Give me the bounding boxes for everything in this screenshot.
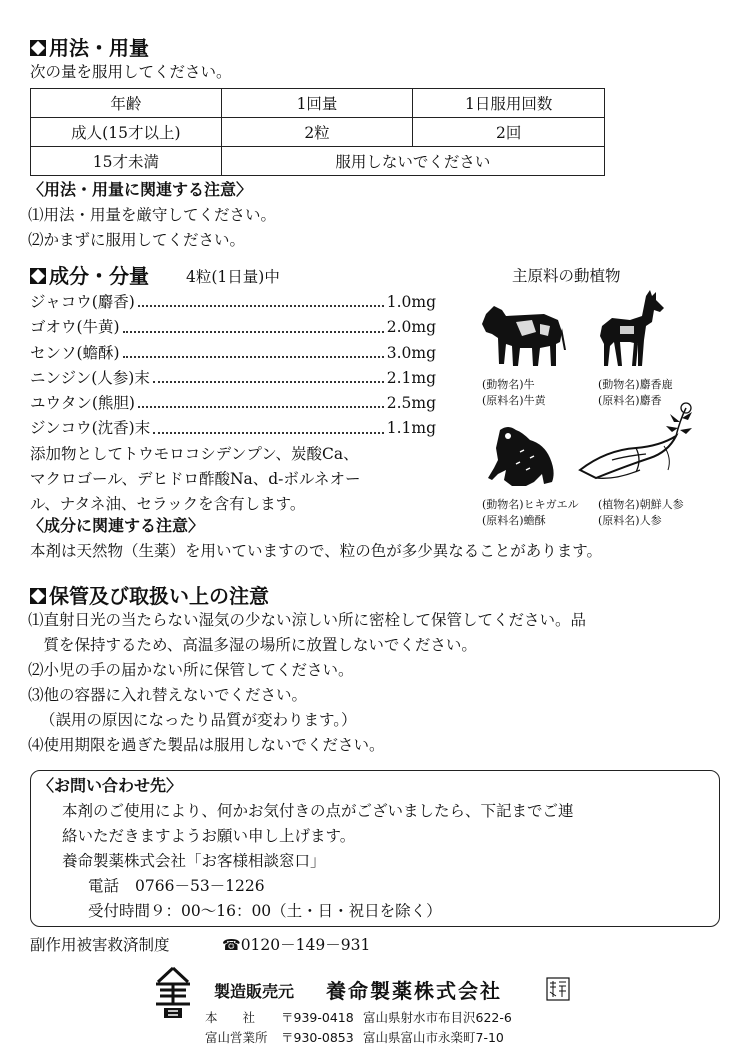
table-header-cell: 1回量	[221, 89, 413, 118]
diamond-bullet-icon	[30, 268, 46, 284]
registered-seal-icon	[546, 977, 570, 1001]
office-name: 本 社	[205, 1010, 256, 1025]
ingredient-row	[30, 391, 436, 416]
ingredient-row	[30, 416, 436, 441]
ingredient-row	[30, 341, 436, 366]
ingredient-name: ニンジン(人参)末	[30, 368, 150, 387]
table-header-cell: 年齢	[31, 89, 222, 118]
office-row	[205, 1010, 512, 1026]
table-cell: 2粒	[221, 118, 413, 147]
storage-line: ⑴直射日光の当たらない湿気の少ない涼しい所に密栓して保管してください。品	[28, 611, 587, 629]
diamond-bullet-icon	[30, 40, 46, 56]
inquiry-heading: 〈お問い合わせ先〉	[38, 776, 183, 795]
source-caption: (原料名)麝香	[598, 394, 662, 407]
ingredients-note: 本剤は天然物（生薬）を用いていますので、粒の色が多少異なることがあります。	[30, 542, 602, 560]
table-row	[31, 118, 605, 147]
ingredient-row	[30, 366, 436, 391]
source-caption: (動物名)牛	[482, 378, 535, 391]
ingredient-name: ジンコウ(沈香)末	[30, 419, 151, 438]
office-name: 富山営業所	[205, 1030, 268, 1045]
additives-line: マクロゴール、デヒドロ酢酸Na、d-ボルネオー	[30, 470, 361, 489]
telephone-icon: ☎	[222, 936, 241, 954]
storage-heading: 保管及び取扱い上の注意	[30, 584, 269, 608]
usage-notes-heading: 〈用法・用量に関連する注意〉	[28, 180, 253, 199]
storage-line: （誤用の原因になったり品質が変わります。）	[40, 711, 357, 729]
office-postal: 〒939-0418	[281, 1010, 354, 1025]
table-cell: 成人(15才以上)	[31, 118, 222, 147]
ingredient-row	[30, 315, 436, 340]
cow-icon	[476, 292, 568, 372]
ingredients-heading: 成分・分量	[30, 264, 149, 288]
storage-line: ⑷使用期限を過ぎた製品は服用しないでください。	[28, 736, 385, 754]
inquiry-hours: 受付時間９：00～16：00（土・日・祝日を除く）	[88, 902, 442, 920]
ingredient-amount: 2.1mg	[386, 368, 436, 387]
source-caption: (原料名)牛黄	[482, 394, 546, 407]
inquiry-phone: 電話 0766－53－1226	[88, 877, 265, 895]
source-caption: (動物名)麝香鹿	[598, 378, 673, 391]
storage-line: ⑶他の容器に入れ替えないでください。	[28, 686, 308, 704]
storage-line: ⑵小児の手の届かない所に保管してください。	[28, 661, 354, 679]
diamond-bullet-icon	[30, 588, 46, 604]
ingredient-list	[30, 290, 436, 518]
usage-note: ⑵かまずに服用してください。	[28, 231, 246, 249]
ginseng-icon	[576, 400, 700, 492]
table-header-cell: 1日服用回数	[413, 89, 605, 118]
table-cell: 2回	[413, 118, 605, 147]
inquiry-line: 本剤のご使用により、何かお気付きの点がございましたら、下記までご連	[62, 802, 574, 820]
source-caption: (原料名)人参	[598, 514, 662, 527]
inquiry-line: 絡いただきますようお願い申し上げます。	[62, 827, 356, 845]
company-logo	[150, 964, 196, 1020]
relief-system-label: 副作用被害救済制度	[30, 936, 170, 954]
additives-line: 添加物としてトウモロコシデンプン、炭酸Ca、	[30, 444, 359, 463]
ingredient-row	[30, 290, 436, 315]
ingredients-notes-heading: 〈成分に関連する注意〉	[28, 516, 205, 535]
office-address: 富山県射水市布目沢622-6	[363, 1010, 512, 1025]
ingredient-amount: 1.1mg	[386, 419, 436, 438]
usage-heading: 用法・用量	[30, 36, 149, 60]
table-cell: 服用しないでください	[221, 147, 604, 176]
manufacturer-role: 製造販売元	[214, 982, 295, 1001]
source-caption: (原料名)蟾酥	[482, 514, 546, 527]
ingredient-name: ジャコウ(麝香)	[30, 293, 135, 311]
table-header-row	[31, 89, 605, 118]
office-row	[205, 1030, 504, 1046]
ingredient-name: ゴオウ(牛黄)	[30, 318, 120, 337]
musk-deer-icon	[590, 286, 672, 372]
additives-line: ル、ナタネ油、セラックを含有します。	[30, 495, 306, 514]
storage-line: 質を保持するため、高温多湿の場所に放置しないでください。	[28, 636, 477, 654]
ingredient-name: ユウタン(熊胆)	[30, 394, 135, 413]
source-caption: (植物名)朝鮮人参	[598, 498, 684, 511]
relief-system-phone: ☎0120－149－931	[222, 936, 371, 954]
table-row	[31, 147, 605, 176]
usage-note: ⑴用法・用量を厳守してください。	[28, 206, 277, 224]
ingredients-subheading: 4粒(1日量)中	[186, 268, 280, 286]
toad-icon	[486, 422, 562, 490]
source-caption: (動物名)ヒキガエル	[482, 498, 579, 511]
source-figures-title: 主原料の動植物	[512, 267, 621, 285]
ingredient-name: センソ(蟾酥)	[30, 343, 120, 362]
ingredient-amount: 2.0mg	[386, 318, 436, 337]
ingredient-amount: 1.0mg	[386, 293, 436, 311]
inquiry-line: 養命製薬株式会社「お客様相談窓口」	[62, 852, 326, 870]
dosage-table	[30, 88, 605, 176]
ingredient-amount: 3.0mg	[386, 343, 436, 362]
office-postal: 〒930-0853	[281, 1030, 354, 1045]
usage-intro: 次の量を服用してください。	[30, 63, 232, 81]
table-cell: 15才未満	[31, 147, 222, 176]
ingredient-amount: 2.5mg	[386, 394, 436, 413]
office-address: 富山県富山市永楽町7-10	[363, 1030, 504, 1045]
company-name: 養命製薬株式会社	[326, 979, 502, 1003]
